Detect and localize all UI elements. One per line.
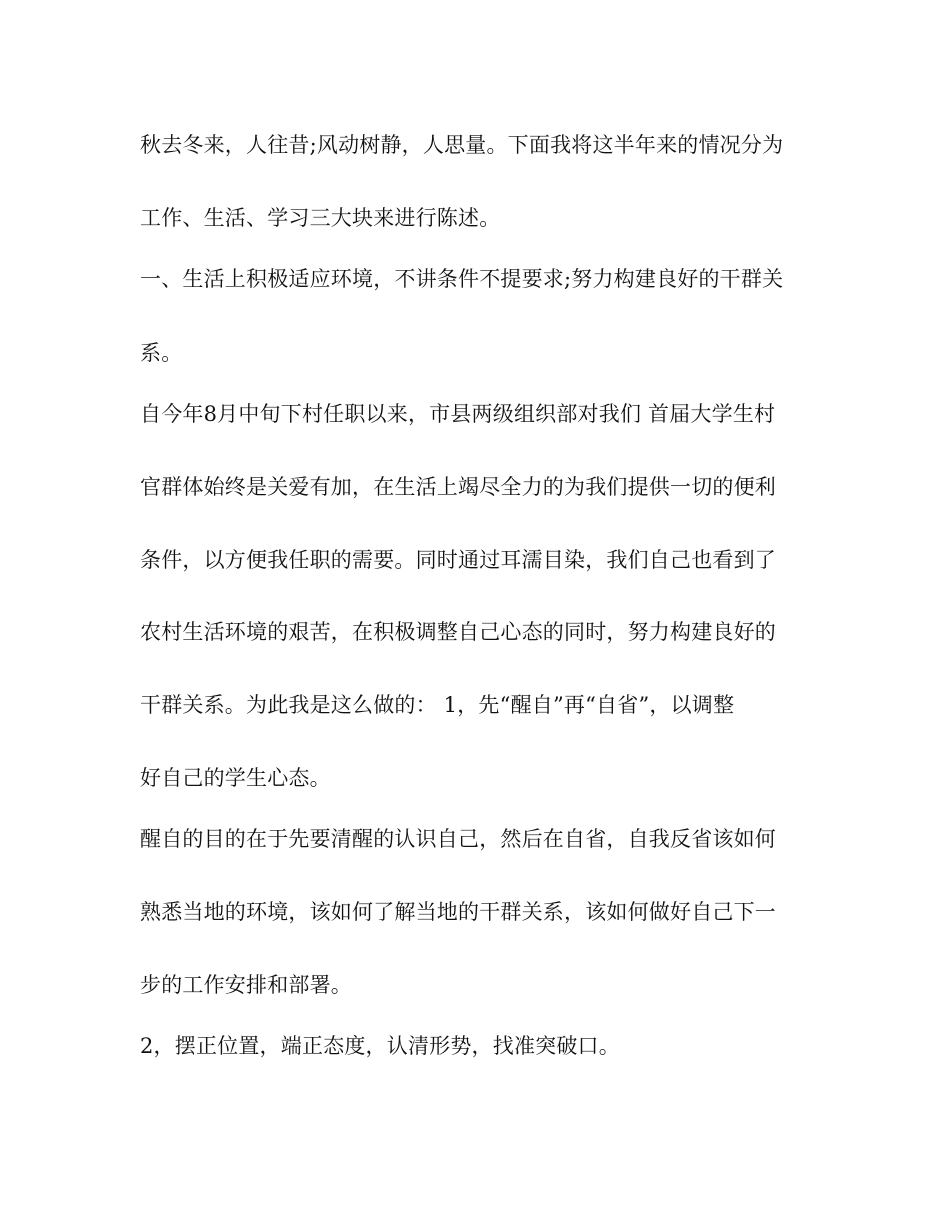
text-line-13: 步的工作安排和部署。 [140,973,352,997]
text-line-8: 农村生活环境的艰苦，在积极调整自己心态的同时，努力构建良好的 [140,620,776,644]
text-line-1: 秋去冬来，人往昔;风动树静，人思量。下面我将这半年来的情况分为 [140,133,784,157]
text-line-11: 醒自的目的在于先要清醒的认识自己，然后在自省，自我反省该如何 [140,827,776,851]
text-line-10: 好自己的学生心态。 [140,766,331,790]
text-line-5: 自今年8月中旬下村任职以来，市县两级组织部对我们 首届大学生村 [140,402,776,426]
text-line-7: 条件，以方便我任职的需要。同时通过耳濡目染，我们自己也看到了 [140,548,776,572]
text-line-9: 干群关系。为此我是这么做的： 1，先“醒自”再“自省”，以调整 [140,693,735,717]
text-line-14: 2，摆正位置，端正态度，认清形势，找准突破口。 [140,1034,620,1058]
text-line-6: 官群体始终是关爱有加，在生活上竭尽全力的为我们提供一切的便利 [140,475,776,499]
text-line-2: 工作、生活、学习三大块来进行陈述。 [140,206,501,230]
text-line-12: 熟悉当地的环境，该如何了解当地的干群关系，该如何做好自己下一 [140,900,776,924]
text-line-4: 系。 [140,341,183,365]
text-line-3: 一、生活上积极适应环境，不讲条件不提要求;努力构建良好的干群关 [140,267,784,291]
